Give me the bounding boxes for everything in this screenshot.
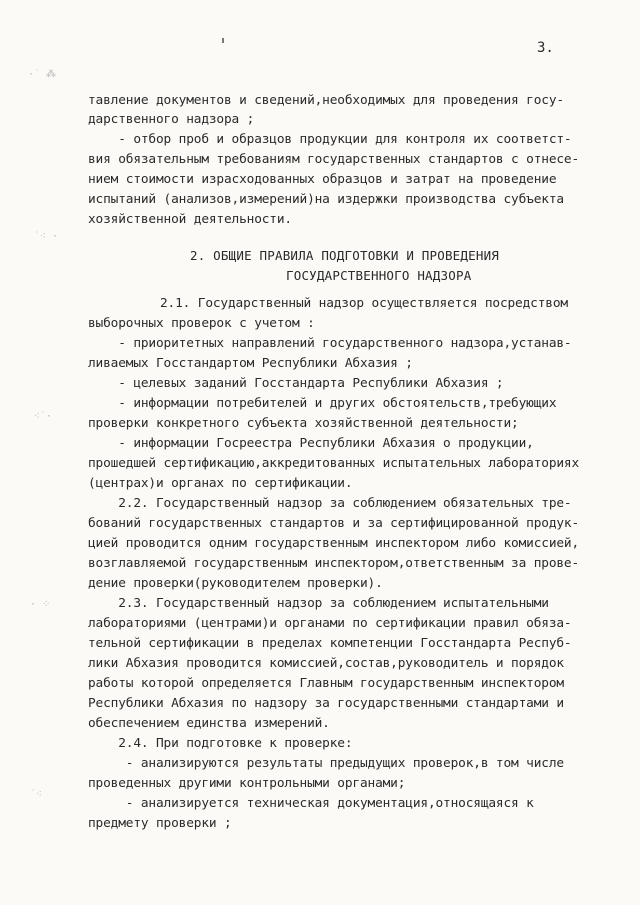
text-line: (центрах)и органах по сертификации.: [88, 476, 353, 491]
text-line: обеспечением единства измерений.: [88, 716, 330, 731]
text-line: нием стоимости израсходованных образцов и затрат на проведение: [88, 172, 557, 187]
text-line: дарственного надзора ;: [88, 112, 255, 127]
text-line: хозяйственной деятельности.: [88, 212, 292, 227]
scan-speck: ⁖˙·: [34, 411, 52, 422]
text-line: бований государственных стандартов и за сертифицированной продук-: [88, 516, 580, 531]
text-line: ливаемых Госстандартом Республики Абхазия ;: [88, 356, 413, 371]
text-line: 2.4. При подготовке к проверке:: [88, 736, 353, 751]
text-line: - информации потребителей и других обстоятельств,требующих: [88, 396, 557, 411]
text-line: лабораториями (центрами)и органами по сертификации правил обяза-: [88, 616, 572, 631]
text-line: - анализируются результаты предыдущих проверок,в том числе: [88, 756, 564, 771]
scan-speck: ˙⁖: [30, 789, 42, 800]
text-line: предмету проверки ;: [88, 816, 232, 831]
text-line: - целевых заданий Госстандарта Республики Абхазия ;: [88, 376, 504, 391]
scan-speck: ˙⁖ ·: [34, 231, 58, 242]
ink-mark: [222, 38, 224, 43]
text-line: прошедшей сертификацию,аккредитованных испытательных лабораториях: [88, 456, 580, 471]
text-line: - приоритетных направлений государственного надзора,устанав-: [88, 336, 572, 351]
text-line: возглавляемой государственным инспектором,ответственным за прове-: [88, 556, 580, 571]
scan-speck: ·˙ ⁂: [28, 69, 57, 80]
text-line: - отбор проб и образцов продукции для контроля их соответст-: [88, 132, 572, 147]
text-line: 2.1. Государственный надзор осуществляется посредством: [160, 296, 568, 311]
text-line: - информации Госреестра Республики Абхазия о продукции,: [88, 436, 534, 451]
text-line: проведенных другими контрольными органами;: [88, 776, 406, 791]
section-heading-line-2: ГОСУДАРСТВЕННОГО НАДЗОРА: [286, 268, 472, 283]
text-line: испытаний (анализов,измерений)на издержки производства субъекта: [88, 192, 564, 207]
text-line: Республики Абхазия по надзору за государственными стандартами и: [88, 696, 564, 711]
text-line: выборочных проверок с учетом :: [88, 316, 315, 331]
text-line: вия обязательным требованиям государственных стандартов с отнесе-: [88, 152, 580, 167]
text-line: дение проверки(руководителем проверки).: [88, 576, 383, 591]
text-line: работы которой определяется Главным государственным инспектором: [88, 676, 564, 691]
text-line: тельной сертификации в пределах компетенции Госстандарта Респуб-: [88, 636, 572, 651]
page-number: 3.: [537, 40, 554, 56]
text-line: 2.2. Государственный надзор за соблюдением обязательных тре-: [88, 496, 572, 511]
scan-speck: · ⁘: [30, 599, 51, 610]
section-heading-line-1: 2. ОБЩИЕ ПРАВИЛА ПОДГОТОВКИ И ПРОВЕДЕНИЯ: [190, 248, 500, 263]
text-line: тавление документов и сведений,необходимых для проведения госу-: [88, 93, 564, 108]
text-line: цией проводится одним государственным инспектором либо комиссией,: [88, 536, 580, 551]
text-line: проверки конкретного субъекта хозяйственной деятельности;: [88, 416, 519, 431]
text-line: 2.3. Государственный надзор за соблюдением испытательными: [88, 596, 549, 611]
text-line: - анализируется техническая документация,относящаяся к: [88, 796, 534, 811]
text-line: лики Абхазия проводится комиссией,состав,руководитель и порядок: [88, 656, 564, 671]
